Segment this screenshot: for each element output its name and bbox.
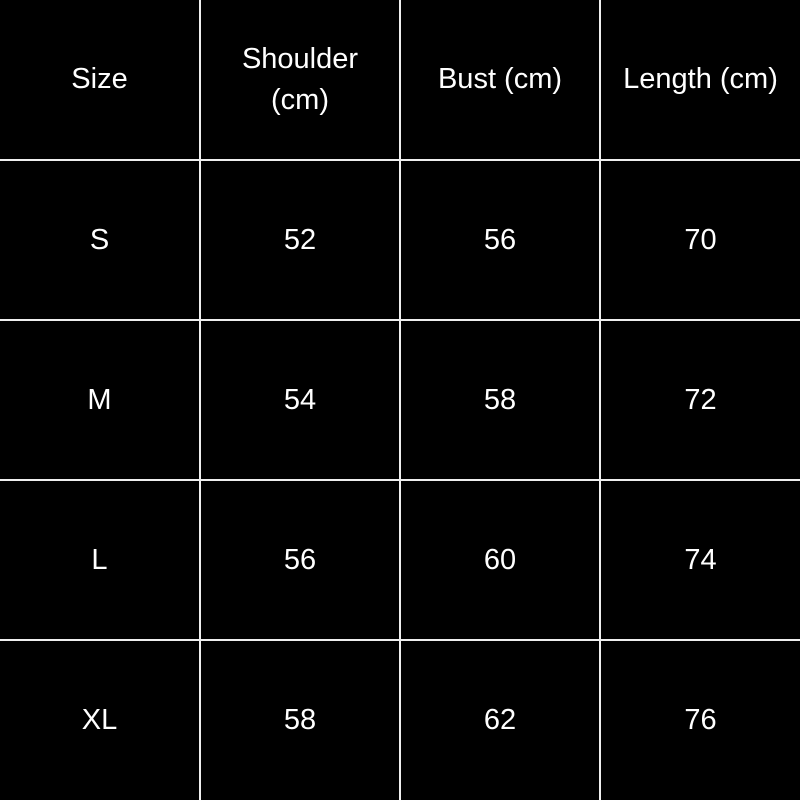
cell-m-size: M: [0, 320, 200, 480]
cell-l-size: L: [0, 480, 200, 640]
cell-s-bust: 56: [400, 160, 600, 320]
cell-m-length: 72: [600, 320, 800, 480]
cell-l-bust: 60: [400, 480, 600, 640]
cell-xl-length: 76: [600, 640, 800, 800]
table-row-l: [0, 480, 800, 640]
header-cell-size: Size: [0, 0, 200, 160]
cell-xl-size: XL: [0, 640, 200, 800]
cell-s-shoulder: 52: [200, 160, 400, 320]
table-row-xl: [0, 640, 800, 800]
cell-xl-shoulder: 58: [200, 640, 400, 800]
header-cell-length: Length (cm): [600, 0, 800, 160]
cell-m-bust: 58: [400, 320, 600, 480]
cell-l-length: 74: [600, 480, 800, 640]
header-row: [0, 0, 800, 160]
cell-s-size: S: [0, 160, 200, 320]
cell-s-length: 70: [600, 160, 800, 320]
table-row-s: [0, 160, 800, 320]
cell-l-shoulder: 56: [200, 480, 400, 640]
table-row-m: [0, 320, 800, 480]
cell-xl-bust: 62: [400, 640, 600, 800]
cell-m-shoulder: 54: [200, 320, 400, 480]
header-cell-bust: Bust (cm): [400, 0, 600, 160]
header-cell-shoulder: Shoulder (cm): [200, 0, 400, 160]
